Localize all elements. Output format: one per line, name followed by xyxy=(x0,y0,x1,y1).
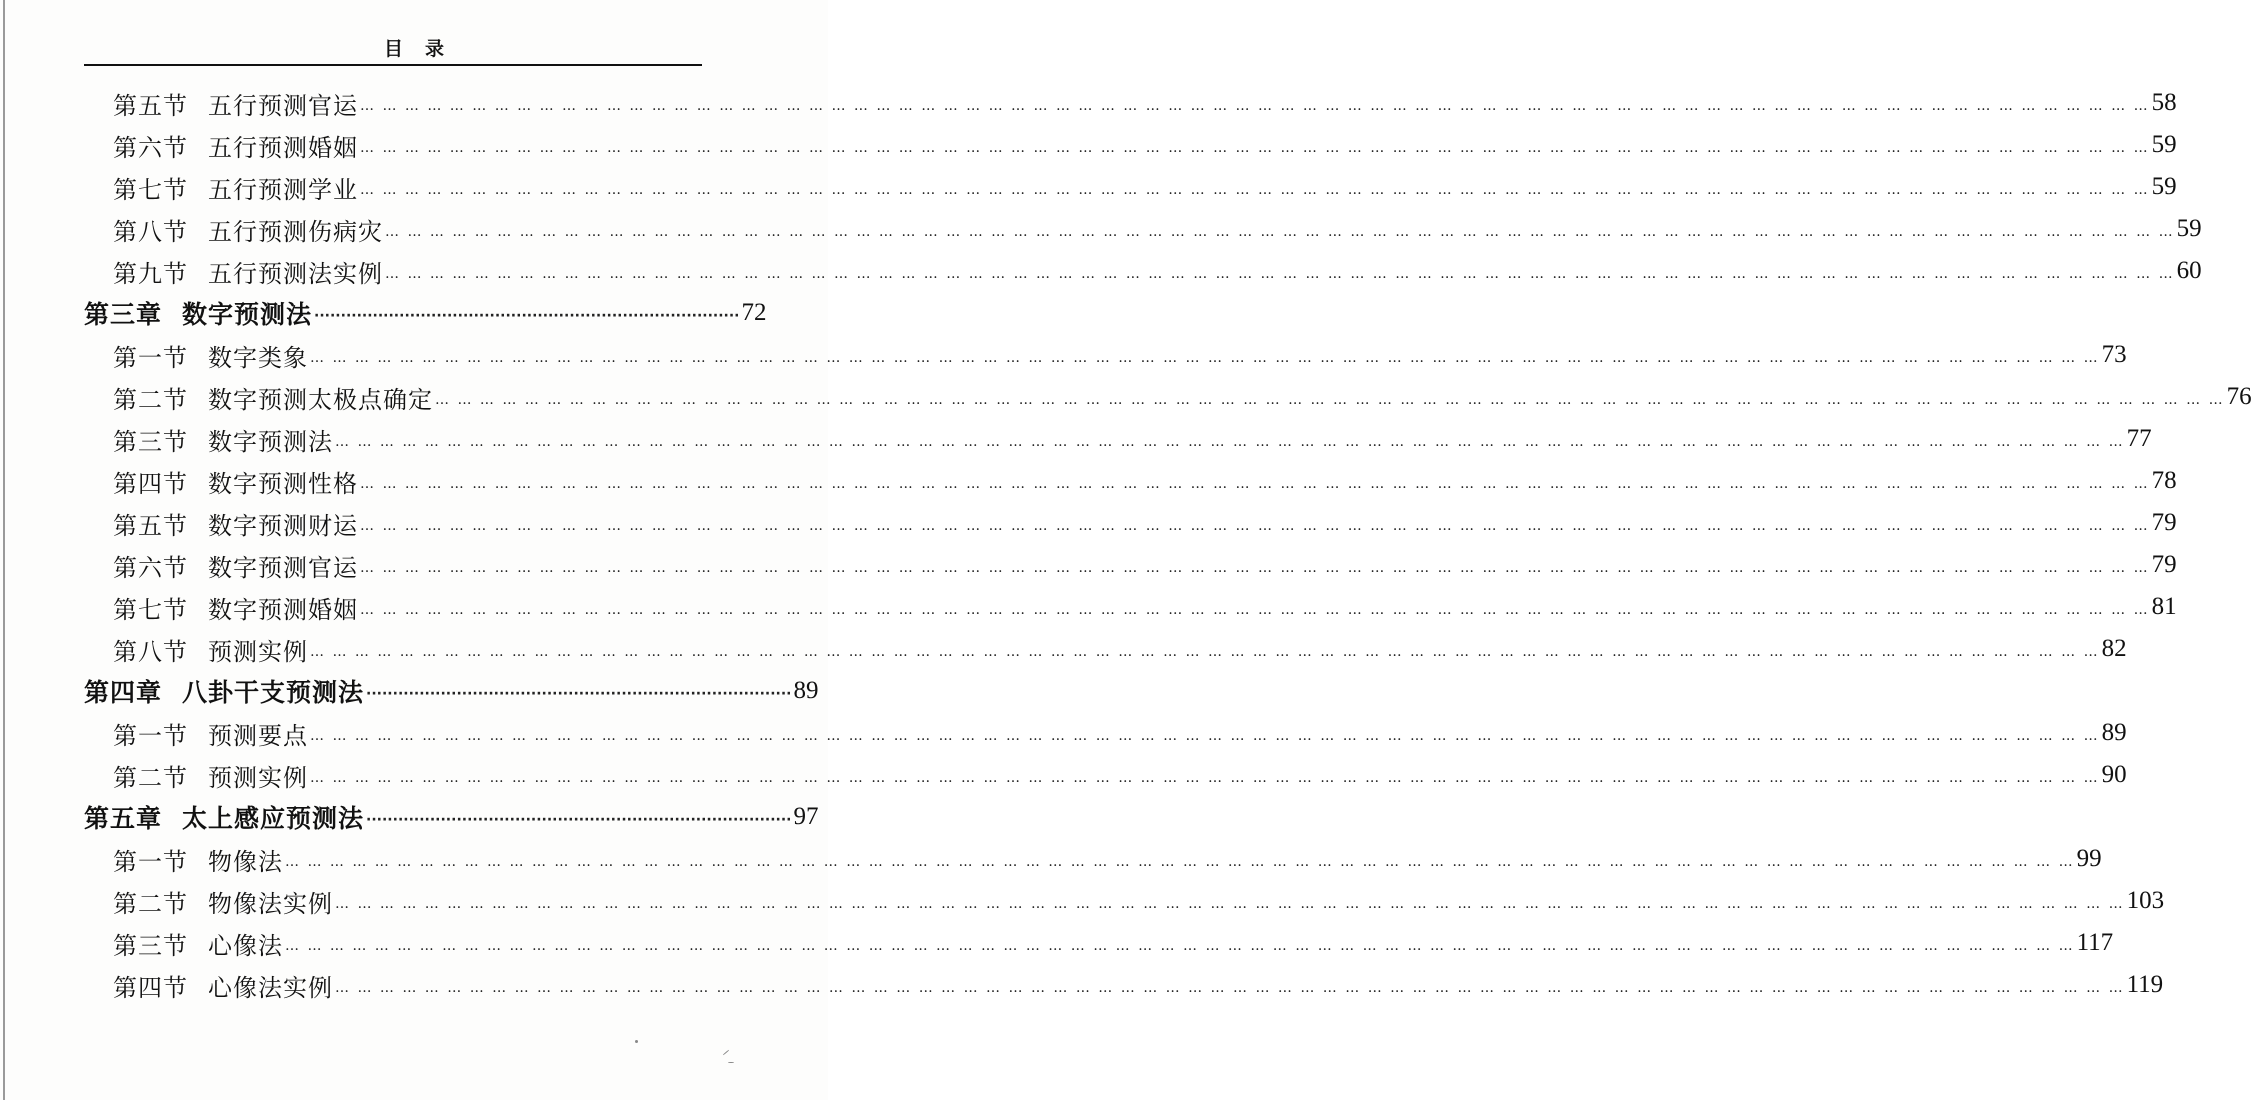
page-number: 89 xyxy=(793,677,819,704)
chapter-number: 第三章 xyxy=(84,300,163,329)
page-number: 58 xyxy=(2151,89,2177,116)
toc-section-row xyxy=(0,82,2177,124)
leader-dots: … … … … … … … … … … … … … … … … … … … … … … … … … … … … … … … … … … … … … … … … … … … … … … … … … … … … … … … … … … … … … … … … … … … … … … … … … … … … … … … … xyxy=(335,434,2125,450)
section-number: 第一节 xyxy=(113,847,188,876)
chapter-number: 第四章 xyxy=(84,678,163,707)
page-number: 78 xyxy=(2151,467,2177,494)
section-title: 数字预测太极点确定 xyxy=(208,385,433,414)
section-title: 五行预测官运 xyxy=(208,91,358,120)
chapter-title: 八卦干支预测法 xyxy=(182,678,365,707)
toc-chapter-row xyxy=(0,292,767,334)
section-number: 第七节 xyxy=(113,175,188,204)
scan-speck xyxy=(723,1050,730,1056)
section-title: 预测实例 xyxy=(208,637,308,666)
leader-dots: … … … … … … … … … … … … … … … … … … … … … … … … … … … … … … … … … … … … … … … … … … … … … … … … … … … … … … … … … … … … … … … … … … … … … … … … … … … … … … … … xyxy=(310,770,2100,786)
chapter-number: 第五章 xyxy=(84,804,163,833)
toc-section-row xyxy=(0,418,2152,460)
toc-section-row xyxy=(0,628,2127,670)
leader-dots: ················································································ xyxy=(366,812,792,828)
section-number: 第八节 xyxy=(113,217,188,246)
section-number: 第八节 xyxy=(113,637,188,666)
section-number: 第六节 xyxy=(113,553,188,582)
section-number: 第三节 xyxy=(113,931,188,960)
toc-section-row xyxy=(0,922,2114,964)
section-title: 五行预测婚姻 xyxy=(208,133,358,162)
section-title: 数字类象 xyxy=(208,343,308,372)
leader-dots: … … … … … … … … … … … … … … … … … … … … … … … … … … … … … … … … … … … … … … … … … … … … … … … … … … … … … … … … … … … … … … … … … … … … … … … … … … … … … … … … xyxy=(310,728,2100,744)
page-number: 79 xyxy=(2151,551,2177,578)
leader-dots: … … … … … … … … … … … … … … … … … … … … … … … … … … … … … … … … … … … … … … … … … … … … … … … … … … … … … … … … … … … … … … … … … … … … … … … … … … … … … … … … xyxy=(435,392,2225,408)
leader-dots: … … … … … … … … … … … … … … … … … … … … … … … … … … … … … … … … … … … … … … … … … … … … … … … … … … … … … … … … … … … … … … … … … … … … … … … … … … … … … … … … xyxy=(360,98,2150,114)
section-title: 物像法 xyxy=(208,847,283,876)
toc-section-row xyxy=(0,880,2165,922)
page-number: 90 xyxy=(2101,761,2127,788)
section-title: 数字预测性格 xyxy=(208,469,358,498)
page-number: 59 xyxy=(2176,215,2202,242)
leader-dots: … … … … … … … … … … … … … … … … … … … … … … … … … … … … … … … … … … … … … … … … … … … … … … … … … … … … … … … … … … … … … … … … … … … … … … … … … … … … … … … … xyxy=(360,560,2150,576)
chapter-title: 数字预测法 xyxy=(182,300,313,329)
section-number: 第三节 xyxy=(113,427,188,456)
leader-dots: … … … … … … … … … … … … … … … … … … … … … … … … … … … … … … … … … … … … … … … … … … … … … … … … … … … … … … … … … … … … … … … … … … … … … … … … … … … … … … … … xyxy=(310,350,2100,366)
section-title: 心像法 xyxy=(208,931,283,960)
leader-dots: … … … … … … … … … … … … … … … … … … … … … … … … … … … … … … … … … … … … … … … … … … … … … … … … … … … … … … … … … … … … … … … … … … … … … … … … … … … … … … … … xyxy=(360,602,2150,618)
toc-section-row xyxy=(0,124,2177,166)
header-rule xyxy=(84,64,702,66)
scan-speck xyxy=(635,1040,638,1043)
leader-dots: … … … … … … … … … … … … … … … … … … … … … … … … … … … … … … … … … … … … … … … … … … … … … … … … … … … … … … … … … … … … … … … … … … … … … … … … … … … … … … … … xyxy=(360,476,2150,492)
toc-section-row xyxy=(0,838,2102,880)
toc-chapter-row xyxy=(0,670,819,712)
page-number: 117 xyxy=(2076,929,2114,956)
leader-dots: … … … … … … … … … … … … … … … … … … … … … … … … … … … … … … … … … … … … … … … … … … … … … … … … … … … … … … … … … … … … … … … … … … … … … … … … … … … … … … … … xyxy=(335,896,2125,912)
page-number: 73 xyxy=(2101,341,2127,368)
leader-dots: ················································································ xyxy=(314,308,740,324)
section-title: 心像法实例 xyxy=(208,973,333,1002)
section-number: 第五节 xyxy=(113,511,188,540)
page-number: 99 xyxy=(2076,845,2102,872)
leader-dots: … … … … … … … … … … … … … … … … … … … … … … … … … … … … … … … … … … … … … … … … … … … … … … … … … … … … … … … … … … … … … … … … … … … … … … … … … … … … … … … … xyxy=(285,938,2075,954)
section-number: 第二节 xyxy=(113,763,188,792)
section-number: 第一节 xyxy=(113,343,188,372)
section-number: 第四节 xyxy=(113,469,188,498)
section-number: 第二节 xyxy=(113,889,188,918)
page-number: 82 xyxy=(2101,635,2127,662)
page-number: 76 xyxy=(2226,383,2252,410)
toc-chapter-row xyxy=(0,796,819,838)
section-number: 第五节 xyxy=(113,91,188,120)
chapter-title: 太上感应预测法 xyxy=(182,804,365,833)
section-number: 第七节 xyxy=(113,595,188,624)
page-number: 59 xyxy=(2151,173,2177,200)
page-number: 79 xyxy=(2151,509,2177,536)
toc-section-row xyxy=(0,712,2127,754)
section-title: 数字预测法 xyxy=(208,427,333,456)
section-title: 五行预测伤病灾 xyxy=(208,217,383,246)
section-number: 第二节 xyxy=(113,385,188,414)
leader-dots: … … … … … … … … … … … … … … … … … … … … … … … … … … … … … … … … … … … … … … … … … … … … … … … … … … … … … … … … … … … … … … … … … … … … … … … … … … … … … … … … xyxy=(385,224,2175,240)
leader-dots: … … … … … … … … … … … … … … … … … … … … … … … … … … … … … … … … … … … … … … … … … … … … … … … … … … … … … … … … … … … … … … … … … … … … … … … … … … … … … … … … xyxy=(360,182,2150,198)
section-number: 第四节 xyxy=(113,973,188,1002)
page-header-title: 目录 xyxy=(383,38,466,60)
toc-section-row xyxy=(0,544,2177,586)
section-title: 预测要点 xyxy=(208,721,308,750)
leader-dots: … … … … … … … … … … … … … … … … … … … … … … … … … … … … … … … … … … … … … … … … … … … … … … … … … … … … … … … … … … … … … … … … … … … … … … … … … … … … … … … … xyxy=(385,266,2175,282)
toc-section-row xyxy=(0,334,2127,376)
section-title: 物像法实例 xyxy=(208,889,333,918)
table-of-contents xyxy=(0,82,2252,1006)
toc-section-row xyxy=(0,208,2202,250)
toc-section-row xyxy=(0,250,2202,292)
toc-section-row xyxy=(0,166,2177,208)
page-number: 89 xyxy=(2101,719,2127,746)
page-number: 103 xyxy=(2126,887,2165,914)
section-title: 数字预测婚姻 xyxy=(208,595,358,624)
section-title: 五行预测学业 xyxy=(208,175,358,204)
section-number: 第六节 xyxy=(113,133,188,162)
toc-section-row xyxy=(0,502,2177,544)
section-number: 第一节 xyxy=(113,721,188,750)
toc-section-row xyxy=(0,460,2177,502)
leader-dots: ················································································ xyxy=(366,686,792,702)
section-title: 预测实例 xyxy=(208,763,308,792)
section-title: 数字预测财运 xyxy=(208,511,358,540)
page-number: 77 xyxy=(2126,425,2152,452)
page-number: 72 xyxy=(741,299,767,326)
leader-dots: … … … … … … … … … … … … … … … … … … … … … … … … … … … … … … … … … … … … … … … … … … … … … … … … … … … … … … … … … … … … … … … … … … … … … … … … … … … … … … … … xyxy=(310,644,2100,660)
section-title: 五行预测法实例 xyxy=(208,259,383,288)
page-number: 81 xyxy=(2151,593,2177,620)
page-number: 60 xyxy=(2176,257,2202,284)
page-number: 97 xyxy=(793,803,819,830)
toc-section-row xyxy=(0,376,2252,418)
page-number: 119 xyxy=(2126,971,2164,998)
section-title: 数字预测官运 xyxy=(208,553,358,582)
leader-dots: … … … … … … … … … … … … … … … … … … … … … … … … … … … … … … … … … … … … … … … … … … … … … … … … … … … … … … … … … … … … … … … … … … … … … … … … … … … … … … … … xyxy=(360,518,2150,534)
leader-dots: … … … … … … … … … … … … … … … … … … … … … … … … … … … … … … … … … … … … … … … … … … … … … … … … … … … … … … … … … … … … … … … … … … … … … … … … … … … … … … … … xyxy=(360,140,2150,156)
toc-section-row xyxy=(0,586,2177,628)
scan-speck xyxy=(728,1062,734,1063)
leader-dots: … … … … … … … … … … … … … … … … … … … … … … … … … … … … … … … … … … … … … … … … … … … … … … … … … … … … … … … … … … … … … … … … … … … … … … … … … … … … … … … … xyxy=(285,854,2075,870)
toc-section-row xyxy=(0,754,2127,796)
section-number: 第九节 xyxy=(113,259,188,288)
leader-dots: … … … … … … … … … … … … … … … … … … … … … … … … … … … … … … … … … … … … … … … … … … … … … … … … … … … … … … … … … … … … … … … … … … … … … … … … … … … … … … … … xyxy=(335,980,2125,996)
page-number: 59 xyxy=(2151,131,2177,158)
toc-section-row xyxy=(0,964,2164,1006)
